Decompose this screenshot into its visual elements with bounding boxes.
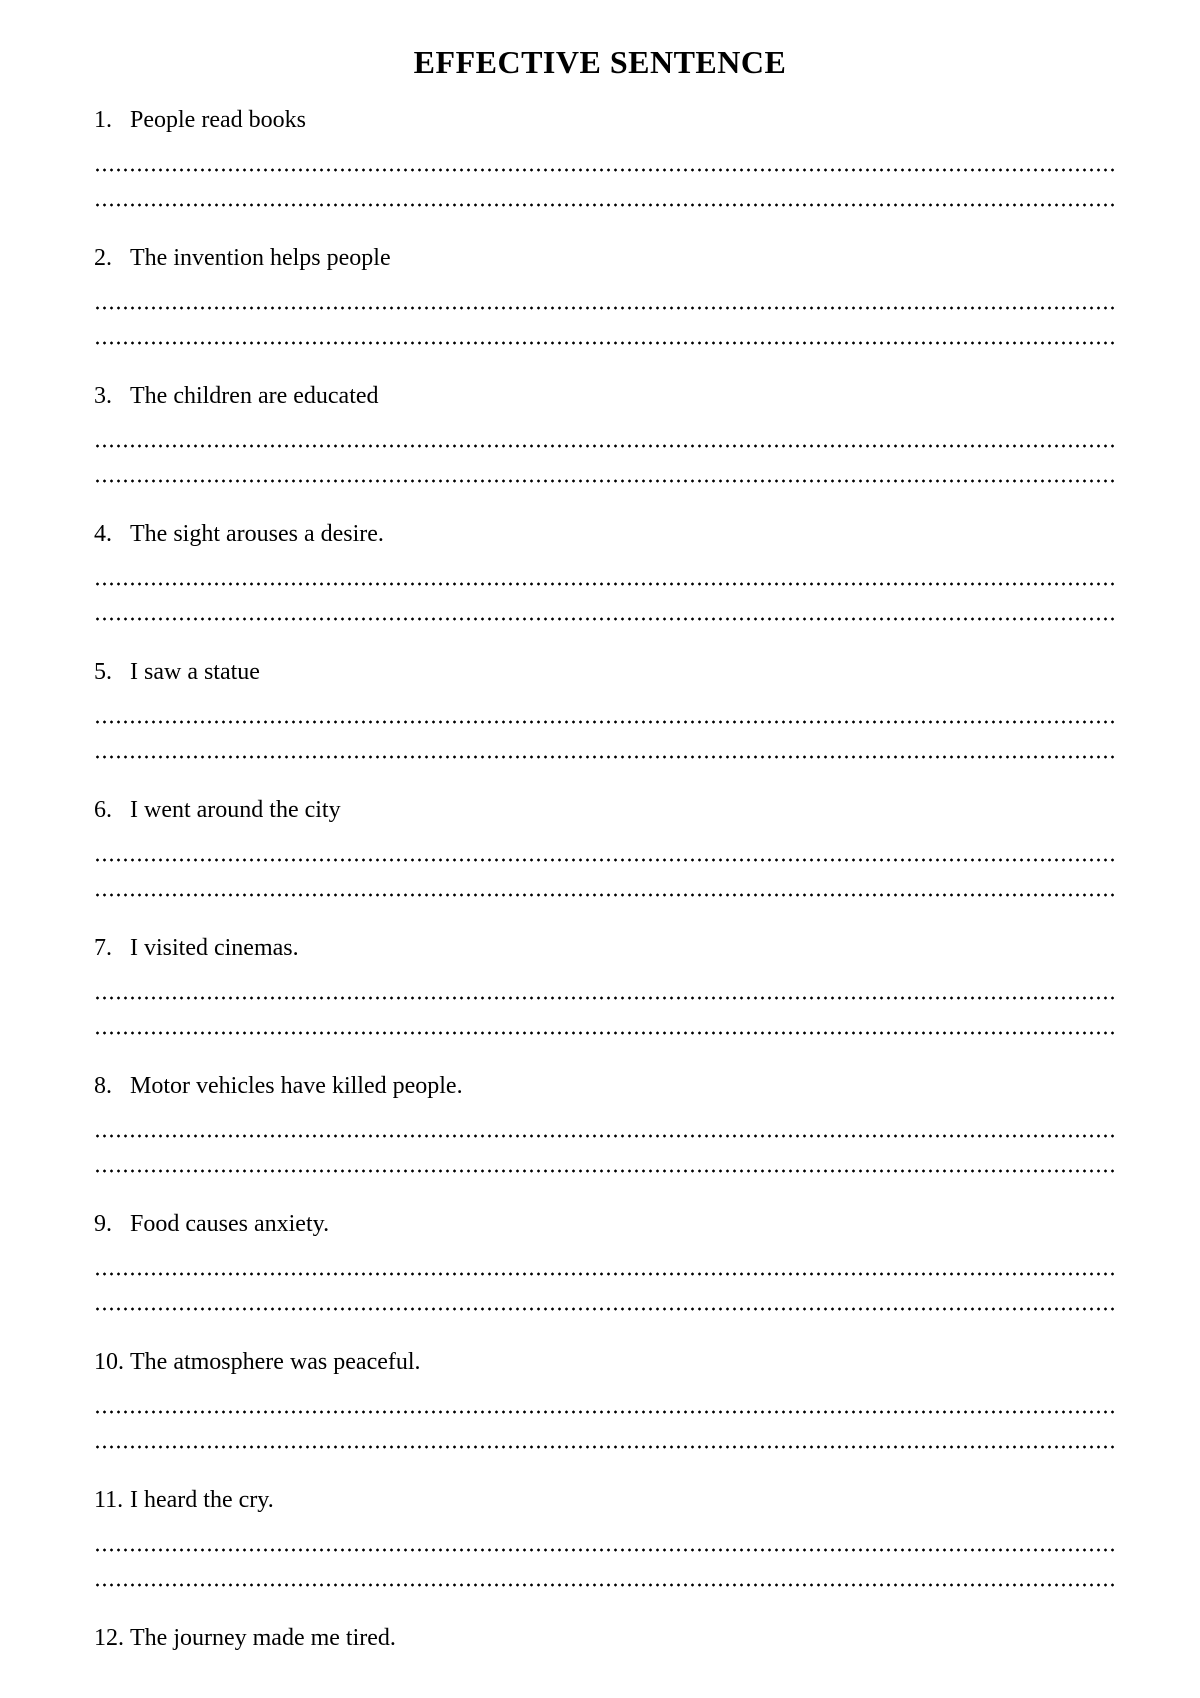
exercise-sentence: The journey made me tired. xyxy=(130,1625,396,1651)
exercise-item-12 xyxy=(94,1622,1114,1662)
answer-line[interactable] xyxy=(94,1272,1114,1276)
exercise-prompt xyxy=(94,1484,274,1516)
answer-line[interactable] xyxy=(94,1410,1114,1414)
answer-line[interactable] xyxy=(94,1307,1114,1311)
answer-line[interactable] xyxy=(94,1134,1114,1138)
exercise-number: 10. xyxy=(94,1349,124,1375)
exercise-number: 11. xyxy=(94,1487,124,1513)
exercise-number: 8. xyxy=(94,1073,112,1099)
exercise-prompt xyxy=(94,1070,463,1102)
exercise-item-3 xyxy=(94,380,1114,518)
answer-line[interactable] xyxy=(94,306,1114,310)
exercise-item-10 xyxy=(94,1346,1114,1484)
exercise-number: 1. xyxy=(94,107,112,133)
exercise-number: 7. xyxy=(94,935,112,961)
exercise-sentence: People read books xyxy=(130,107,306,133)
answer-line[interactable] xyxy=(94,996,1114,1000)
exercise-sentence: The sight arouses a desire. xyxy=(130,521,384,547)
exercise-item-11 xyxy=(94,1484,1114,1622)
answer-line[interactable] xyxy=(94,1445,1114,1449)
exercise-sentence: Motor vehicles have killed people. xyxy=(130,1073,463,1099)
answer-line[interactable] xyxy=(94,617,1114,621)
exercise-item-7 xyxy=(94,932,1114,1070)
exercise-item-4 xyxy=(94,518,1114,656)
exercise-item-8 xyxy=(94,1070,1114,1208)
exercise-sentence: I visited cinemas. xyxy=(130,935,299,961)
exercise-sentence: I heard the cry. xyxy=(130,1487,274,1513)
answer-line[interactable] xyxy=(94,858,1114,862)
exercise-item-1 xyxy=(94,104,1114,242)
exercise-sentence: The children are educated xyxy=(130,383,379,409)
exercise-number: 2. xyxy=(94,245,112,271)
answer-line[interactable] xyxy=(94,341,1114,345)
exercise-prompt xyxy=(94,656,260,688)
exercise-number: 9. xyxy=(94,1211,112,1237)
answer-line[interactable] xyxy=(94,1583,1114,1587)
exercise-prompt xyxy=(94,380,379,412)
exercise-prompt xyxy=(94,1622,396,1654)
exercise-item-2 xyxy=(94,242,1114,380)
exercise-sentence: I saw a statue xyxy=(130,659,260,685)
exercise-sentence: The invention helps people xyxy=(130,245,391,271)
exercise-prompt xyxy=(94,932,299,964)
exercise-sentence: Food causes anxiety. xyxy=(130,1211,330,1237)
answer-line[interactable] xyxy=(94,168,1114,172)
answer-line[interactable] xyxy=(94,893,1114,897)
exercise-prompt xyxy=(94,518,384,550)
exercise-number: 4. xyxy=(94,521,112,547)
exercise-prompt xyxy=(94,1346,421,1378)
exercise-prompt xyxy=(94,794,341,826)
exercise-sentence: The atmosphere was peaceful. xyxy=(130,1349,421,1375)
answer-line[interactable] xyxy=(94,720,1114,724)
exercise-item-5 xyxy=(94,656,1114,794)
exercise-number: 12. xyxy=(94,1625,124,1651)
exercise-prompt xyxy=(94,104,306,136)
exercise-item-9 xyxy=(94,1208,1114,1346)
answer-line[interactable] xyxy=(94,582,1114,586)
exercise-prompt xyxy=(94,1208,329,1240)
exercise-number: 3. xyxy=(94,383,112,409)
answer-line[interactable] xyxy=(94,755,1114,759)
exercise-sentence: I went around the city xyxy=(130,797,341,823)
answer-line[interactable] xyxy=(94,444,1114,448)
page-title: EFFECTIVE SENTENCE xyxy=(413,44,787,80)
answer-line[interactable] xyxy=(94,479,1114,483)
answer-line[interactable] xyxy=(94,1169,1114,1173)
exercise-number: 6. xyxy=(94,797,112,823)
exercise-number: 5. xyxy=(94,659,112,685)
exercise-item-6 xyxy=(94,794,1114,932)
answer-line[interactable] xyxy=(94,1548,1114,1552)
answer-line[interactable] xyxy=(94,1031,1114,1035)
exercise-prompt xyxy=(94,242,391,274)
answer-line[interactable] xyxy=(94,203,1114,207)
